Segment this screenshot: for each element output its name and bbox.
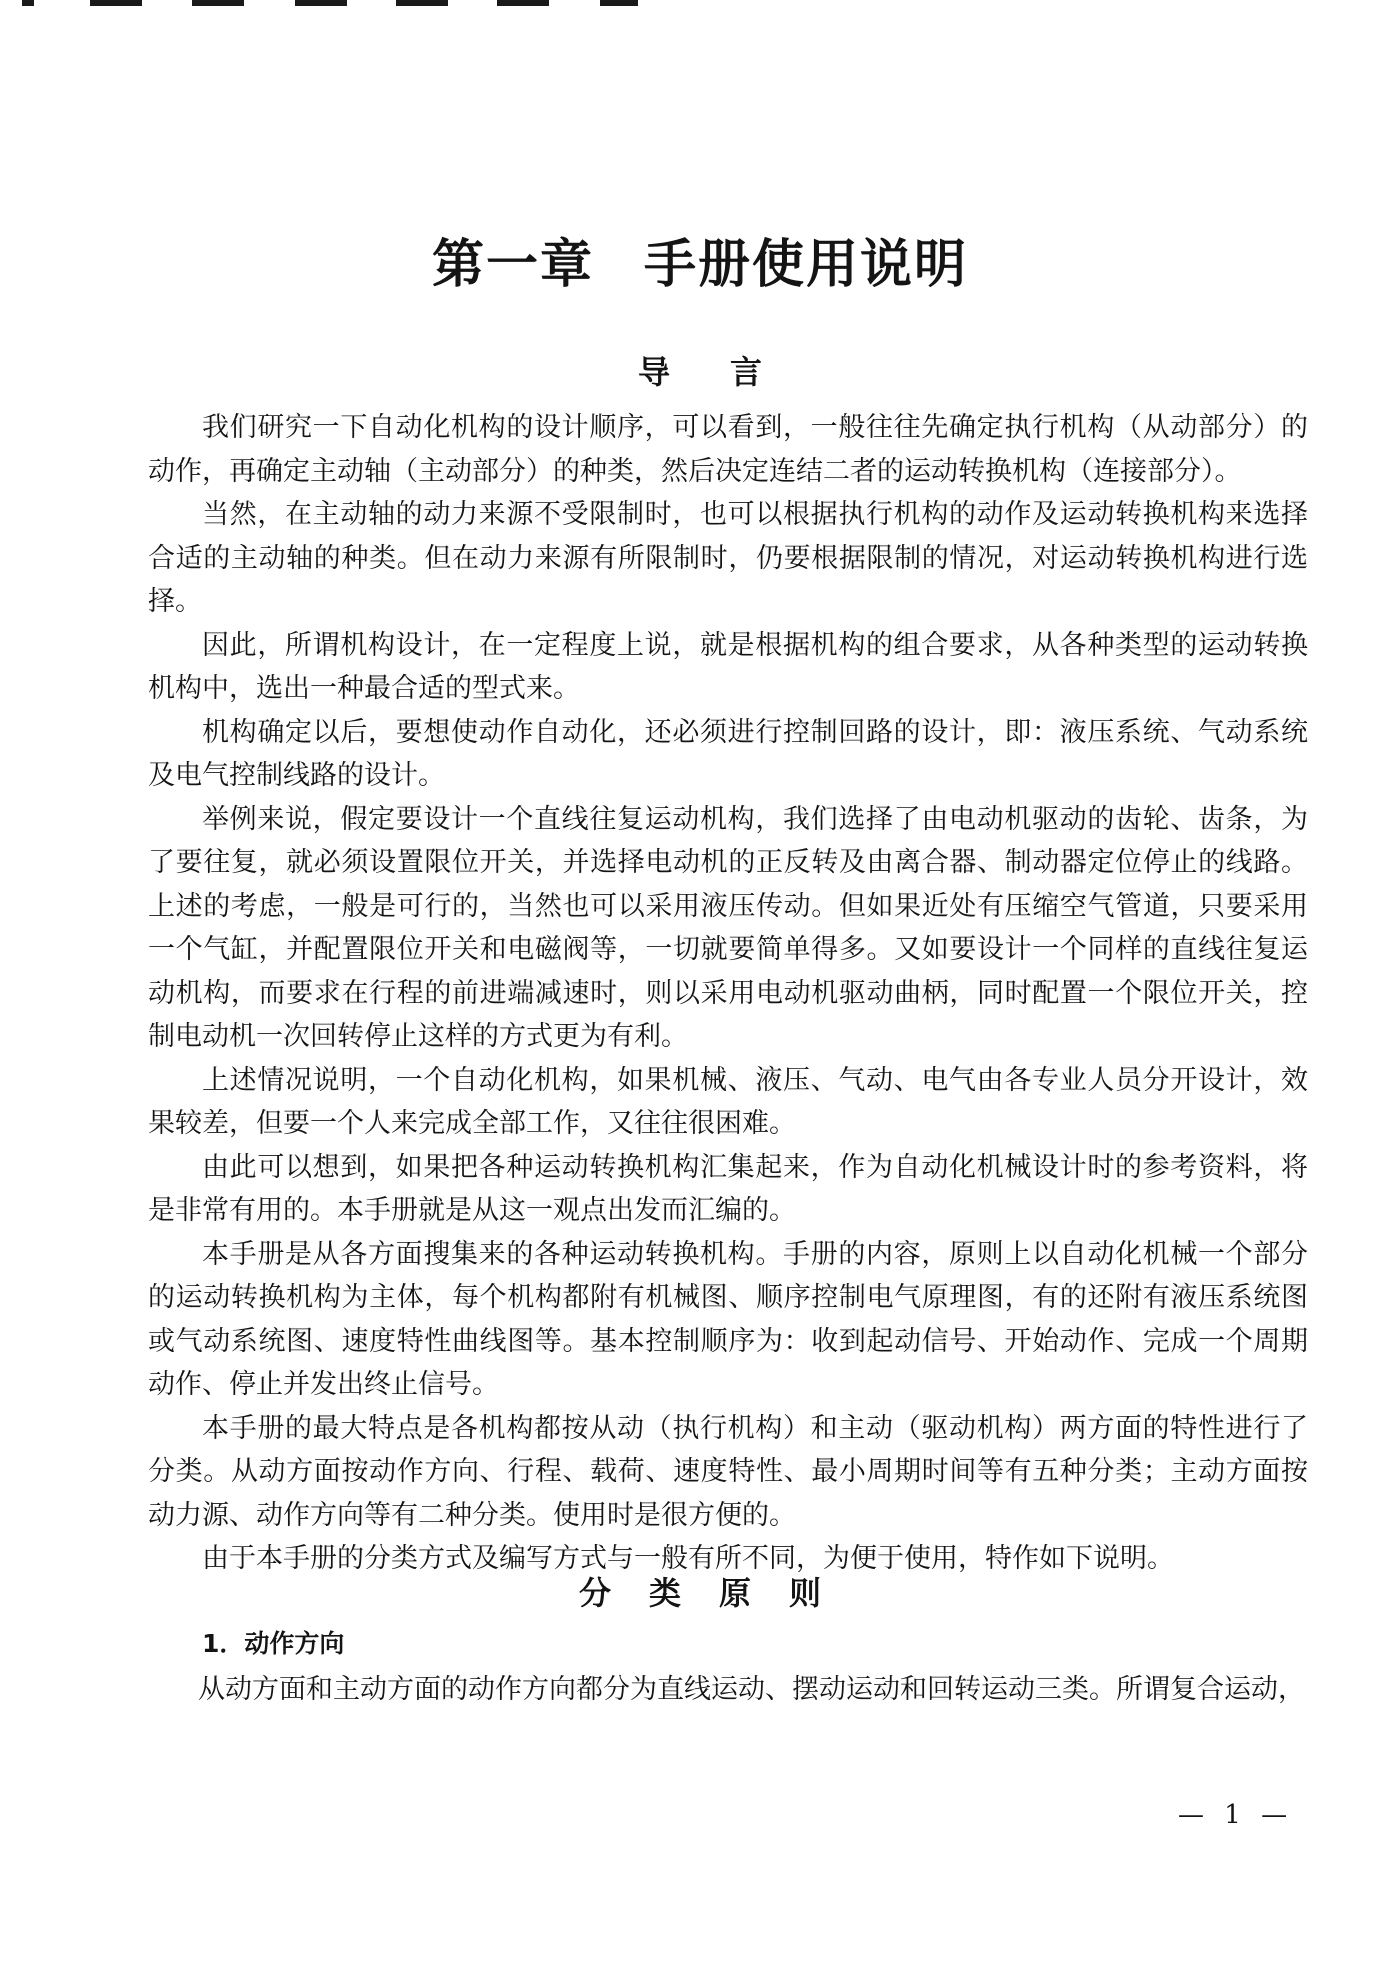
scan-mark bbox=[90, 0, 142, 6]
paragraph: 当然，在主动轴的动力来源不受限制时，也可以根据执行机构的动作及运动转换机构来选择合适的主动轴的种类。但在动力来源有所限制时，仍要根据限制的情况，对运动转换机构进行选择。 bbox=[148, 499, 1308, 617]
paragraph: 我们研究一下自动化机构的设计顺序，可以看到，一般往往先确定执行机构（从动部分）的动作，再确定主动轴（主动部分）的种类，然后决定连结二者的运动转换机构（连接部分）。 bbox=[148, 412, 1308, 487]
paragraph: 由于本手册的分类方式及编写方式与一般有所不同，为便于使用，特作如下说明。 bbox=[202, 1543, 1174, 1574]
paragraph: 举例来说，假定要设计一个直线往复运动机构，我们选择了由电动机驱动的齿轮、齿条，为了要往复，就必须设置限位开关，并选择电动机的正反转及由离合器、制动器定位停止的线路。上述的考虑，一般是可行的，当然也可以采用液压传动。但如果近处有压缩空气管道，只要采用一个气缸，并配置限位开关和电磁阀等，一切就要简单得多。又如要设计一个同样的直线往复运动机构，而要求在行程的前进端减速时，则以采用电动机驱动曲柄，同时配置一个限位开关，控制电动机一次回转停止这样的方式更为有利。 bbox=[148, 803, 1308, 1052]
classification-heading: 分类原则 bbox=[578, 1574, 859, 1612]
subsection-text: 从动方面和主动方面的动作方向都分为直线运动、摆动运动和回转运动三类。所谓复合运动， bbox=[198, 1674, 1305, 1705]
scan-mark bbox=[497, 0, 549, 6]
intro-heading: 导言 bbox=[637, 353, 822, 391]
paragraph: 因此，所谓机构设计，在一定程度上说，就是根据机构的组合要求，从各种类型的运动转换机构中，选出一种最合适的型式来。 bbox=[148, 629, 1308, 704]
chapter-number: 第一章 bbox=[431, 234, 594, 295]
scan-mark bbox=[396, 0, 448, 6]
paragraph: 本手册的最大特点是各机构都按从动（执行机构）和主动（驱动机构）两方面的特性进行了分类。从动方面按动作方向、行程、载荷、速度特性、最小周期时间等有五种分类；主动方面按动力源、动作方向等有二种分类。使用时是很方便的。 bbox=[148, 1412, 1308, 1531]
paragraph: 由此可以想到，如果把各种运动转换机构汇集起来，作为自动化机械设计时的参考资料，将是非常有用的。本手册就是从这一观点出发而汇编的。 bbox=[148, 1151, 1308, 1226]
scan-mark bbox=[22, 0, 34, 6]
page-number: — 1 — bbox=[1178, 1800, 1294, 1830]
paragraph: 本手册是从各方面搜集来的各种运动转换机构。手册的内容，原则上以自动化机械一个部分的运动转换机构为主体，每个机构都附有机械图、顺序控制电气原理图，有的还附有液压系统图或气动系统图、速度特性曲线图等。基本控制顺序为：收到起动信号、开始动作、完成一个周期动作、停止并发出终止信号。 bbox=[148, 1238, 1308, 1400]
scan-mark bbox=[295, 0, 347, 6]
paragraph: 上述情况说明，一个自动化机构，如果机械、液压、气动、电气由各专业人员分开设计，效果较差，但要一个人来完成全部工作，又往往很困难。 bbox=[148, 1064, 1308, 1139]
intro-body bbox=[148, 406, 1308, 1581]
subsection-title: 1．动作方向 bbox=[202, 1629, 345, 1658]
scan-mark bbox=[192, 0, 244, 6]
chapter-name: 手册使用说明 bbox=[644, 234, 969, 295]
paragraph: 机构确定以后，要想使动作自动化，还必须进行控制回路的设计，即：液压系统、气动系统及电气控制线路的设计。 bbox=[148, 716, 1308, 791]
chapter-title bbox=[0, 222, 1400, 297]
scan-mark bbox=[600, 0, 638, 6]
